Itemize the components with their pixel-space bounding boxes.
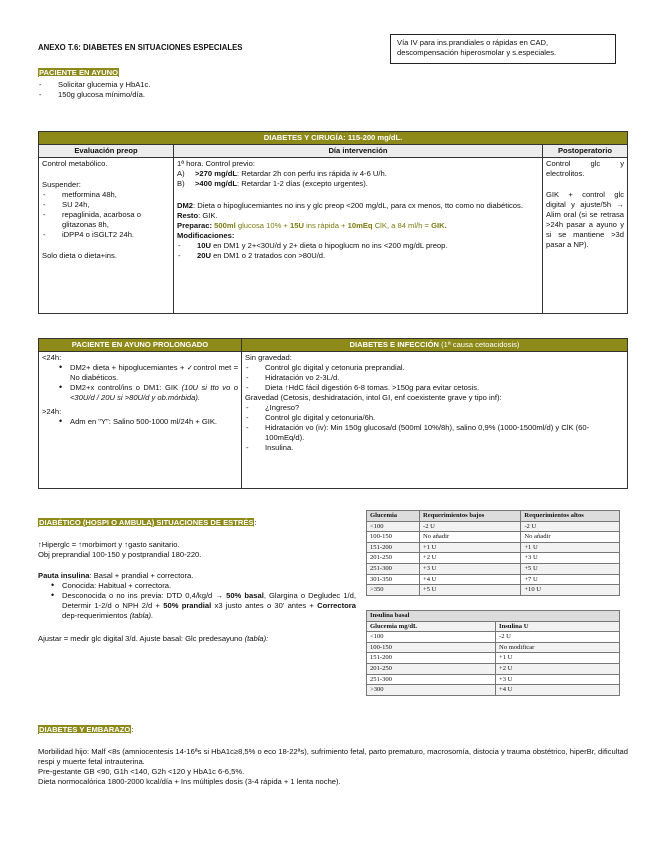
- embarazo-heading: DIABETES Y EMBARAZO: [39, 725, 131, 734]
- infeccion-sin: Sin gravedad:: [245, 353, 292, 363]
- t2-header: Insulina U: [496, 621, 620, 632]
- dia-b: B) >400 mg/dL: Retardar 1-2 días (excepto urgentes).: [177, 179, 368, 189]
- dia-cell: [174, 158, 543, 314]
- prolongado-b2: • DM2+x control/ins o DM1: GIK (10U si tto vo o <30U/d / 20U si >80U/d y ob.mórbida).: [54, 383, 238, 403]
- infeccion-item: - Hidratación vo (iv): Min 150g glucosa/d (500ml 10%/8h), salino 0,9% (1000-1500ml/d) y ClK (60-100mEq/d).: [245, 423, 624, 443]
- preop-suspender: Suspender:: [42, 180, 81, 190]
- preop-solo: Solo dieta o dieta+ins.: [42, 251, 117, 261]
- infeccion-item: - Control glc digital y cetonuria preprandial.: [245, 363, 624, 373]
- table-row: 251-300 +3 U +5 U: [367, 563, 620, 574]
- table-row: 151-200 +1 U: [367, 653, 620, 664]
- infeccion-grav: Gravedad (Cetosis, deshidratación, intol GI, enf coexistente grave y tipo inf):: [245, 393, 502, 403]
- preop-item: - metformina 48h,: [42, 190, 170, 200]
- estres-section: DIABÉTICO (HOSPI O AMBULA) SITUACIONES DE ESTRÉS: ↑Hiperglc = ↑morbimort y ↑gasto sanitario. Obj preprandial 100-150 y postprandial 180-220. Pauta insulina: Basal + prandial + correctora. • Conocida: Habitual + correctora. • Desconocida o no ins previa: DTD 0,4/kg/d → 50% basal, Glargina o Degludec 1/d, Determir 1-2/d o NPH 2/d + 50% prandial x3 justo antes o 30' antes + Correctora dep-requerimientos (tabla). Ajustar = medir glc digital 3/d. Ajuste basal: Glc predesayuno (tabla):: [38, 518, 356, 644]
- table-row: <100 -2 U -2 U: [367, 521, 620, 532]
- preop-item: - iDPP4 o iSGLT2 24h.: [42, 230, 170, 240]
- estres-l2: Obj preprandial 100-150 y postprandial 180-220.: [38, 550, 202, 560]
- preop-cell: [39, 158, 174, 314]
- note-line-1: Vía IV para ins.prandiales o rápidas en CAD,: [397, 38, 549, 47]
- dia-preparac: Preparac: 500ml glucosa 10% + 15U ins rápida + 10mEq ClK, a 84 ml/h = GIK.: [177, 221, 447, 231]
- col-post: Postoperatorio: [543, 145, 628, 158]
- prolongado-head: PACIENTE EN AYUNO PROLONGADO: [39, 339, 242, 352]
- dia-hora: 1ª hora. Control previo:: [177, 159, 255, 169]
- prolongado-cell: [39, 352, 242, 489]
- prolongado-gt: >24h:: [42, 407, 62, 417]
- prolongado-b1: • DM2+ dieta + hipoglucemiantes + ✓control met = No diabéticos.: [54, 363, 238, 383]
- table-row: 301-350 +4 U +7 U: [367, 574, 620, 585]
- cirugia-table: [38, 131, 628, 314]
- note-line-2: descompensación hiperosmolar y s.especiales.: [397, 48, 557, 58]
- dia-a: A) >270 mg/dL: Retardar 2h con perfu ins rápida iv 4-6 U/h.: [177, 169, 387, 179]
- preop-control: Control metabólico.: [42, 159, 108, 169]
- t2-header: Glucemia mg/dL: [367, 621, 496, 632]
- embarazo-l1: Morbilidad hijo: Malf <8s (amniocentesis 14-16ªs si HbA1c≥8,5% o eco 18-22ªs), sufrimiento fetal, parto prematuro, macrosomía, distocia y trauma obstétrico, hiperBr, dificultad respi y muerte fetal intrauterina.: [38, 747, 628, 767]
- cirugia-band: DIABETES Y CIRUGÍA: 115-200 mg/dL.: [39, 132, 628, 145]
- col-preop: Evaluación preop: [39, 145, 174, 158]
- infeccion-item: - ¿Ingreso?: [245, 403, 624, 413]
- infeccion-item: - Dieta ↑HdC fácil digestión 6-8 tomas. >150g para evitar cetosis.: [245, 383, 624, 393]
- infeccion-item: - Insulina.: [245, 443, 624, 453]
- insulina-basal-table: [366, 610, 620, 696]
- table-row: <100 -2 U: [367, 632, 620, 643]
- estres-heading: DIABÉTICO (HOSPI O AMBULA) SITUACIONES DE ESTRÉS: [39, 518, 254, 527]
- t1-header: Requerimientos altos: [521, 511, 620, 522]
- note-box: [390, 34, 616, 64]
- table-row: 251-300 +3 U: [367, 674, 620, 685]
- ayuno-section: [38, 68, 150, 100]
- estres-l1: ↑Hiperglc = ↑morbimort y ↑gasto sanitario.: [38, 540, 180, 550]
- t1-header: Glucemia: [367, 511, 420, 522]
- table-row: 100-150 No modificar: [367, 642, 620, 653]
- estres-ajustar: Ajustar = medir glc digital 3/d. Ajuste basal: Glc predesayuno (tabla):: [38, 634, 269, 644]
- infeccion-cell: [242, 352, 628, 489]
- infeccion-item: - Control glc digital y cetonuria/6h.: [245, 413, 624, 423]
- table-row: >350 +5 U +10 U: [367, 585, 620, 596]
- table-row: >300 +4 U: [367, 685, 620, 696]
- col-dia: Día intervención: [174, 145, 543, 158]
- t1-header: Requerimientos bajos: [420, 511, 521, 522]
- ayuno-infeccion-table: [38, 338, 628, 489]
- embarazo-l2: Pre-gestante GB <90, G1h <140, G2h <120 y HbA1c 6-6,5%.: [38, 767, 245, 777]
- prolongado-b3: • Adm en "Y": Salino 500-1000 ml/24h + GIK.: [54, 417, 238, 427]
- estres-b1: • Conocida: Habitual + correctora.: [46, 581, 356, 591]
- dia-dm2: DM2: Dieta o hipoglucemiantes no ins y glc preop <200 mg/dL, para cx menos, tto como no diabéticos.: [177, 201, 523, 211]
- infeccion-head: DIABETES E INFECCIÓN (1ª causa cetoacidosis): [242, 339, 628, 352]
- embarazo-l3: Dieta normocalórica 1800-2000 kcal/día + Ins múltiples dosis (3-4 rápida + 1 lenta noche).: [38, 777, 341, 787]
- ayuno-item: - Solicitar glucemia y HbA1c.: [38, 80, 150, 90]
- prolongado-lt: <24h:: [42, 353, 62, 363]
- table-row: 100-150 No añadir No añadir: [367, 532, 620, 543]
- preop-item: - repaglinida, acarbosa o glitazonas 8h,: [42, 210, 170, 230]
- dia-modif-item: - 10U en DM1 y 2+<30U/d y 2+ dieta o hipoglucm no ins <200 mg/dL preop.: [177, 241, 539, 251]
- dia-modif-item: - 20U en DM1 o 2 tratados con >80U/d.: [177, 251, 539, 261]
- dia-resto: Resto: GIK.: [177, 211, 218, 221]
- table-row: 201-250 +2 U: [367, 663, 620, 674]
- post-1: Control glc y electrolitos.: [546, 159, 624, 179]
- ayuno-item: - 150g glucosa mínimo/día.: [38, 90, 150, 100]
- requerimientos-table: [366, 510, 620, 596]
- dia-modif: Modificaciones:: [177, 231, 235, 241]
- page-title: ANEXO T.6: DIABETES EN SITUACIONES ESPECIALES: [38, 43, 243, 52]
- embarazo-section: DIABETES Y EMBARAZO: Morbilidad hijo: Malf <8s (amniocentesis 14-16ªs si HbA1c≥8,5% o eco 18-22ªs), sufrimiento fetal, parto prematuro, macrosomía, distocia y trauma obstétrico, hiperBr, dificultad respi y muerte fetal intrauterina. Pre-gestante GB <90, G1h <140, G2h <120 y HbA1c 6-6,5%. Dieta normocalórica 1800-2000 kcal/día + Ins múltiples dosis (3-4 rápida + 1 lenta noche).: [38, 725, 628, 787]
- infeccion-item: - Hidratación vo 2-3L/d.: [245, 373, 624, 383]
- post-2: GIK + control glc digital y ajuste/5h → Alim oral (si se retrasa >24h pasar a ayuno y si se mantiene >3d pasar a NP).: [546, 190, 624, 250]
- table-row: 151-200 +1 U +1 U: [367, 542, 620, 553]
- estres-pauta: Pauta insulina: Basal + prandial + correctora.: [38, 571, 194, 581]
- table-row: 201-250 +2 U +3 U: [367, 553, 620, 564]
- t2-title: Insulina basal: [367, 611, 620, 622]
- preop-item: - SU 24h,: [42, 200, 170, 210]
- post-cell: [543, 158, 628, 314]
- estres-b2: • Desconocida o no ins previa: DTD 0,4/kg/d → 50% basal, Glargina o Degludec 1/d, Determir 1-2/d o NPH 2/d + 50% prandial x3 justo antes o 30' antes + Correctora dep-requerimientos (tabla).: [46, 591, 356, 621]
- ayuno-heading: PACIENTE EN AYUNO: [39, 68, 119, 77]
